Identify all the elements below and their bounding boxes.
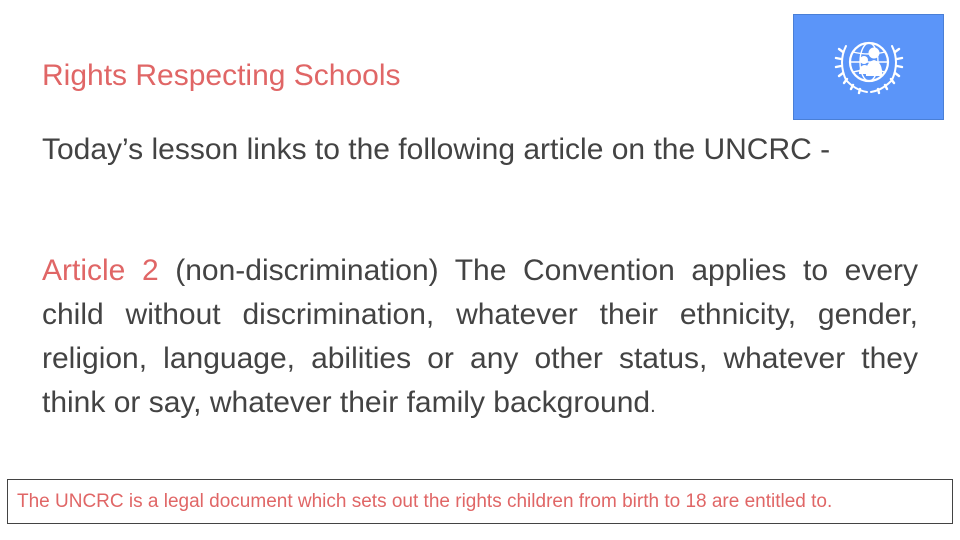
unicef-emblem-icon [829,32,909,102]
article-end-mark: . [650,395,656,417]
article-label: Article 2 [42,254,159,287]
lesson-intro: Today’s lesson links to the following article on the UNCRC - [42,133,831,166]
uncrc-note-box [7,479,953,524]
slide-title: Rights Respecting Schools [42,59,401,92]
uncrc-note-text: The UNCRC is a legal document which sets out the rights children from birth to 18 are entitled to. [17,490,833,512]
unicef-logo [793,14,944,120]
article-paragraph [42,249,918,428]
article-text: (non-discrimination) The Convention applies to every child without discrimination, whatever their ethnicity, gender, religion, language, abilities or any other status, whatever they think or say, whatever their family background [42,254,918,419]
